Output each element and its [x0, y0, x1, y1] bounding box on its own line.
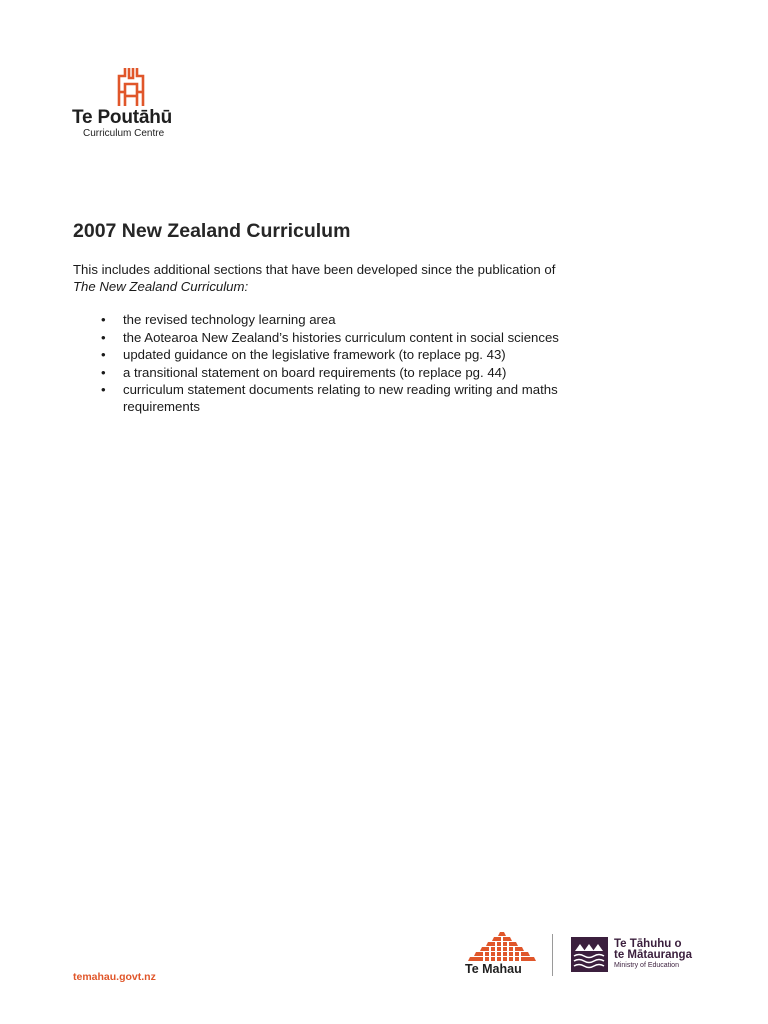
logo-subtitle: Curriculum Centre	[83, 128, 165, 139]
ministry-name-line1: Te Tāhuhu o	[614, 938, 682, 950]
logo-name: Te Poutāhū	[72, 107, 173, 128]
bullet-icon: •	[101, 364, 106, 380]
poutahu-emblem-icon	[116, 66, 146, 106]
footer-website-link[interactable]: temahau.govt.nz	[73, 971, 156, 983]
ministry-name-line2: te Mātauranga	[614, 949, 692, 961]
intro-text: This includes additional sections that have been developed since the publication of	[73, 262, 556, 277]
list-item	[73, 347, 633, 364]
list-item-text: a transitional statement on board requirements (to replace pg. 44)	[123, 364, 507, 380]
intro-paragraph	[73, 262, 633, 295]
list-item-text: curriculum statement documents relating to new reading writing and maths requirements	[123, 382, 558, 414]
bullet-list	[73, 312, 633, 416]
list-item-text: the Aotearoa New Zealand’s histories curriculum content in social sciences	[123, 329, 559, 345]
bullet-icon: •	[101, 347, 106, 362]
page-title: 2007 New Zealand Curriculum	[73, 220, 351, 242]
te-mahau-label: Te Mahau	[465, 962, 522, 976]
list-item-text: the revised technology learning area	[123, 312, 336, 327]
list-item	[73, 330, 633, 347]
bullet-icon: •	[101, 312, 106, 327]
list-item-text: updated guidance on the legislative framework (to replace pg. 43)	[123, 347, 506, 362]
intro-italic-title: The New Zealand Curriculum:	[73, 278, 249, 294]
list-item	[73, 312, 633, 329]
ministry-emblem-icon	[571, 937, 608, 972]
list-item	[73, 365, 633, 382]
bullet-icon: •	[101, 382, 106, 397]
list-item	[73, 382, 633, 415]
te-mahau-logo	[464, 932, 540, 978]
te-mahau-emblem-icon	[464, 932, 540, 962]
footer-divider	[552, 934, 553, 976]
ministry-english-name: Ministry of Education	[614, 962, 679, 969]
bullet-icon: •	[101, 329, 106, 345]
